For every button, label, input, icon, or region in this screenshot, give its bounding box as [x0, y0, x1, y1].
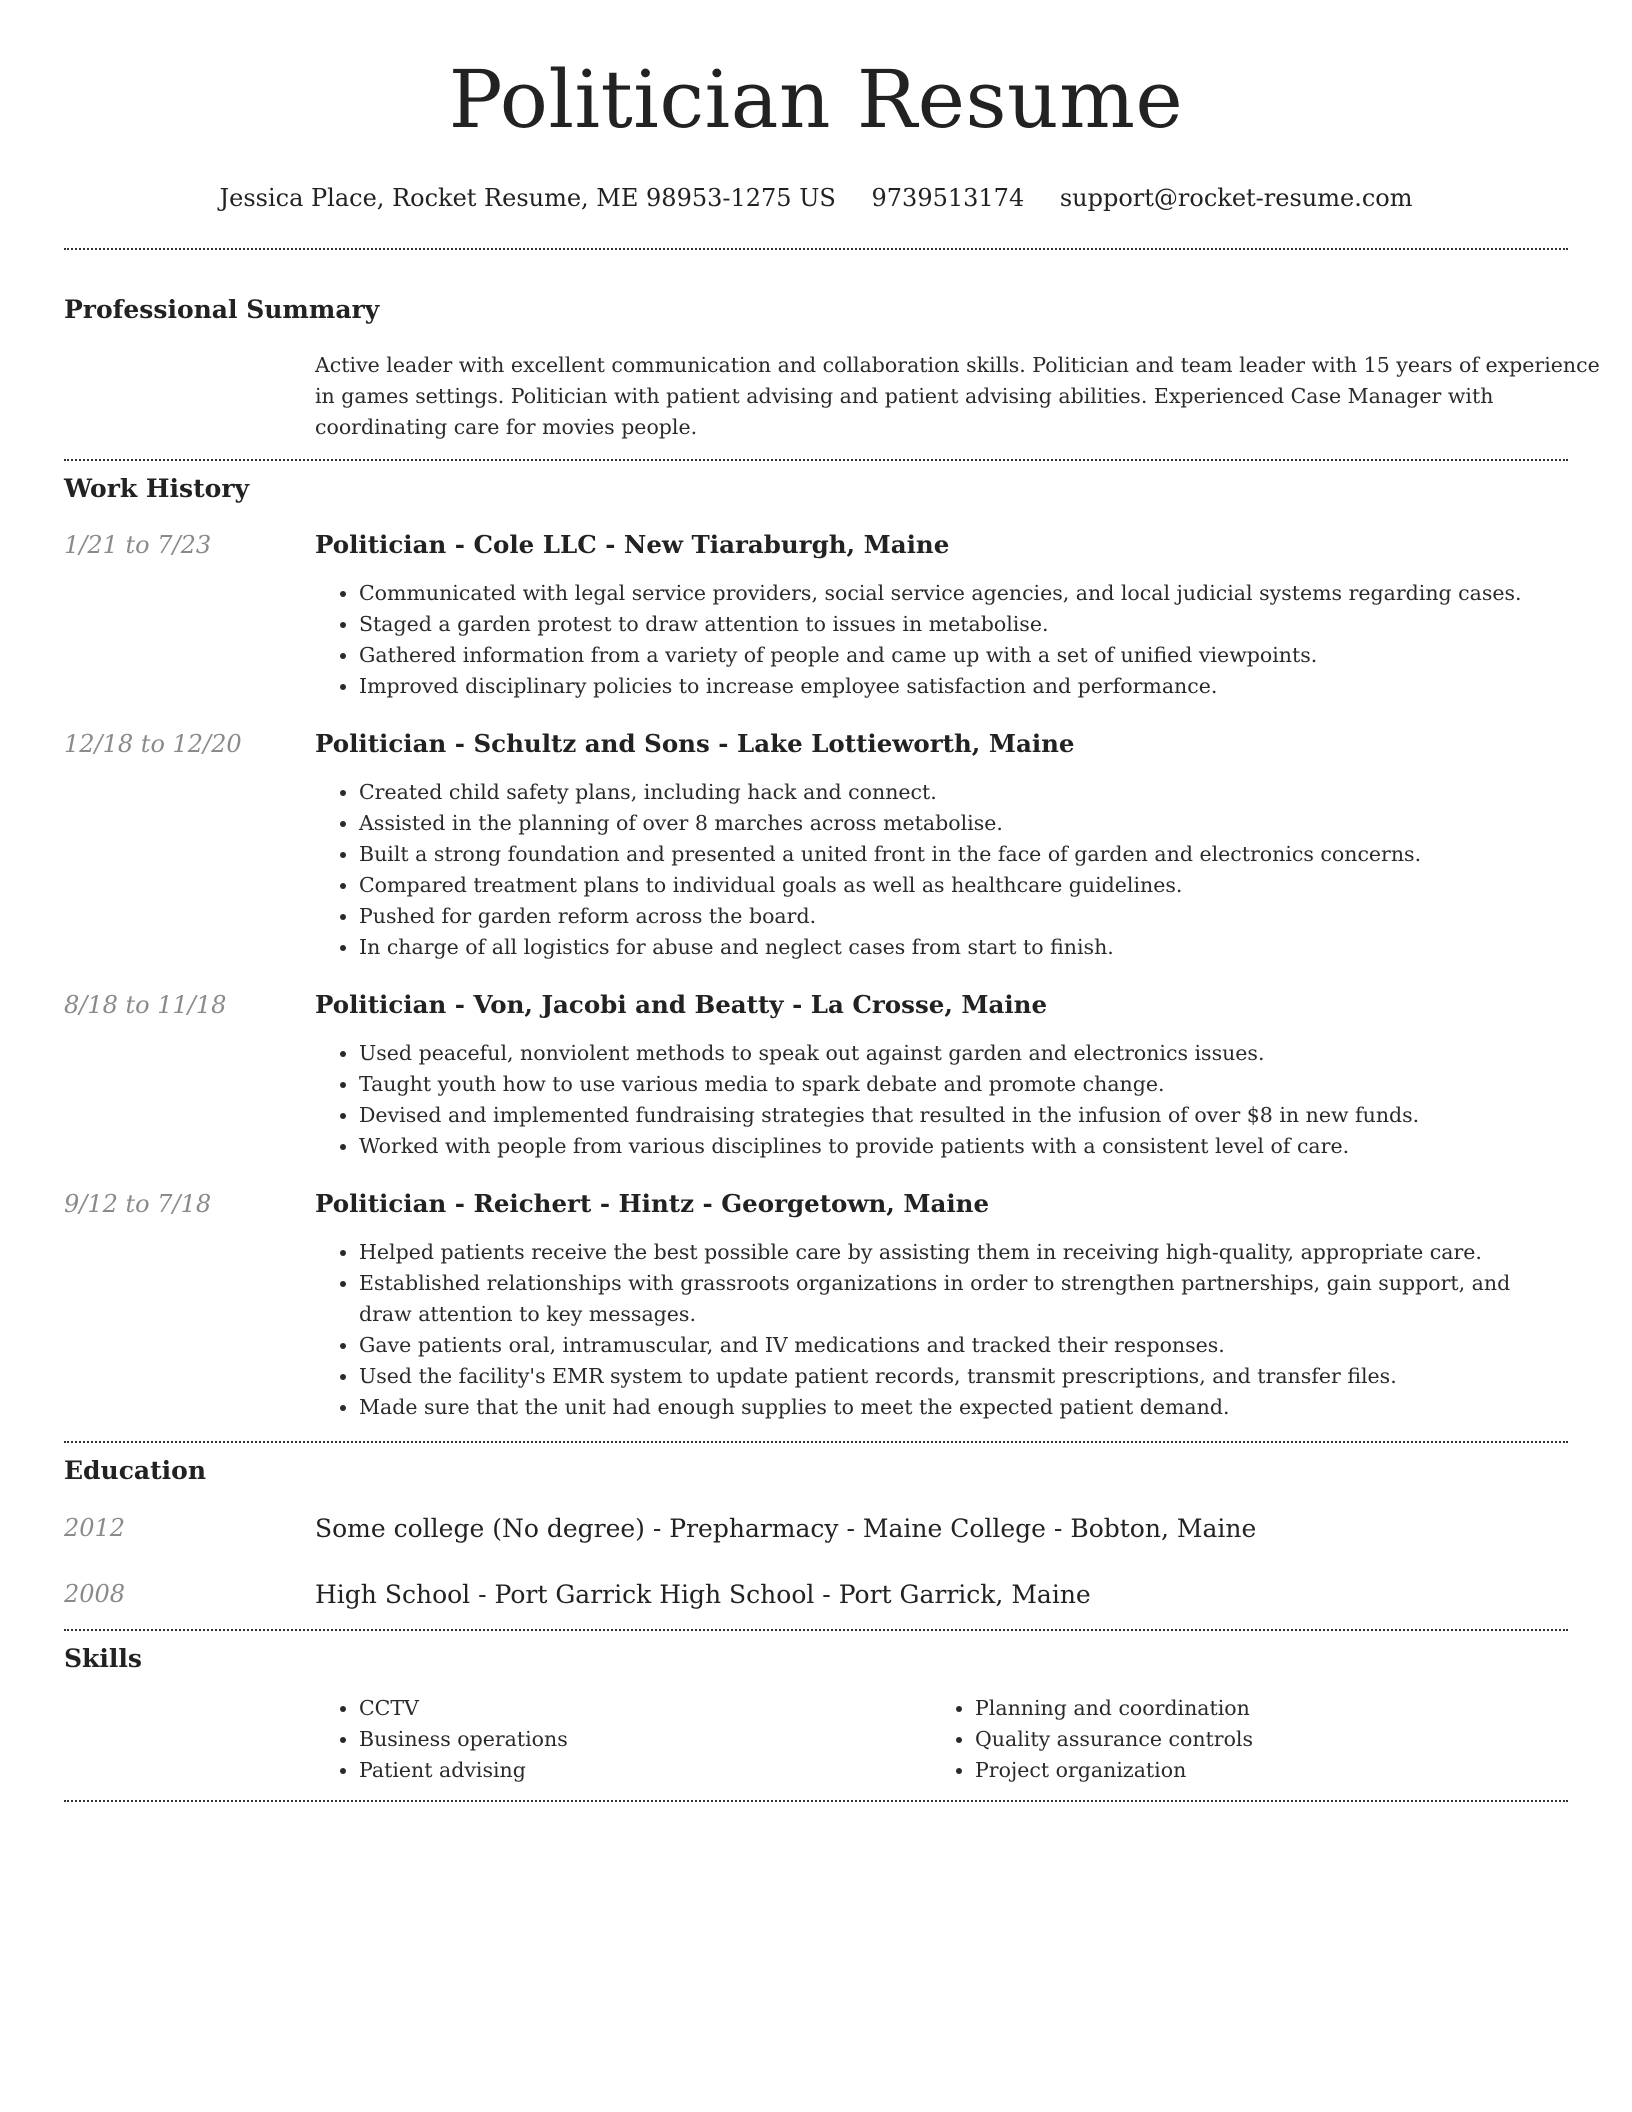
job-entry	[64, 729, 1568, 963]
job-bullet: • Used the facility's EMR system to update patient records, transmit prescriptions, and transfer files.	[359, 1361, 1568, 1392]
job-bullet: • Pushed for garden reform across the board.	[359, 901, 1568, 932]
job-body	[315, 990, 1568, 1162]
skills-heading: Skills	[64, 1644, 142, 1673]
contact-email: support@rocket-resume.com	[1059, 184, 1413, 212]
contact-phone: 9739513174	[871, 184, 1025, 212]
job-bullet: • Built a strong foundation and presented a united front in the face of garden and electronics concerns.	[359, 839, 1568, 870]
job-bullet: • Made sure that the unit had enough supplies to meet the expected patient demand.	[359, 1392, 1568, 1423]
job-bullets	[315, 777, 1568, 963]
skills-list-left	[315, 1693, 931, 1786]
job-bullet: • Taught youth how to use various media to spark debate and promote change.	[359, 1069, 1568, 1100]
job-bullet: • Improved disciplinary policies to increase employee satisfaction and performance.	[359, 671, 1568, 702]
work-history-heading: Work History	[64, 474, 250, 503]
job-dates: 1/21 to 7/23	[64, 531, 212, 559]
job-dates: 12/18 to 12/20	[64, 730, 242, 758]
job-bullet: • Staged a garden protest to draw attention to issues in metabolise.	[359, 609, 1568, 640]
job-bullets	[315, 578, 1568, 702]
skill-item: • Quality assurance controls	[975, 1724, 1547, 1755]
skill-item: • Patient advising	[359, 1755, 931, 1786]
job-dates: 8/18 to 11/18	[64, 991, 227, 1019]
skills-section	[64, 1631, 1568, 1800]
job-bullet: • Helped patients receive the best possible care by assisting them in receiving high-quality, appropriate care.	[359, 1237, 1568, 1268]
job-title: Politician - Schultz and Sons - Lake Lottieworth, Maine	[315, 729, 1075, 758]
job-bullet: • Gathered information from a variety of people and came up with a set of unified viewpoints.	[359, 640, 1568, 671]
job-bullet: • In charge of all logistics for abuse and neglect cases from start to finish.	[359, 932, 1568, 963]
job-bullets	[315, 1237, 1568, 1423]
education-entry	[64, 1579, 1568, 1611]
job-body	[315, 530, 1568, 702]
job-bullet: • Assisted in the planning of over 8 marches across metabolise.	[359, 808, 1568, 839]
job-entry	[64, 990, 1568, 1162]
summary-section	[64, 250, 1600, 459]
job-entry	[64, 530, 1568, 702]
skills-columns	[315, 1693, 1568, 1800]
skill-item: • Project organization	[975, 1755, 1547, 1786]
job-dates: 9/12 to 7/18	[64, 1190, 212, 1218]
job-bullet: • Devised and implemented fundraising strategies that resulted in the infusion of over $8 in new funds.	[359, 1100, 1568, 1131]
job-bullet: • Communicated with legal service providers, social service agencies, and local judicial systems regarding cases.	[359, 578, 1568, 609]
job-bullet: • Gave patients oral, intramuscular, and IV medications and tracked their responses.	[359, 1330, 1568, 1361]
education-year: 2008	[64, 1580, 126, 1608]
skill-item: • CCTV	[359, 1693, 931, 1724]
job-bullets	[315, 1038, 1568, 1162]
skills-list-right	[931, 1693, 1547, 1786]
education-entry	[64, 1513, 1568, 1545]
resume-title: Politician Resume	[448, 53, 1184, 146]
work-history-section	[64, 461, 1568, 1441]
job-bullet: • Compared treatment plans to individual goals as well as healthcare guidelines.	[359, 870, 1568, 901]
job-bullet: • Worked with people from various disciplines to provide patients with a consistent level of care.	[359, 1131, 1568, 1162]
education-year: 2012	[64, 1514, 126, 1542]
resume-header	[64, 0, 1568, 214]
education-section	[64, 1443, 1568, 1629]
contact-line	[64, 182, 1568, 214]
job-title: Politician - Cole LLC - New Tiaraburgh, Maine	[315, 530, 950, 559]
job-body	[315, 1189, 1568, 1423]
contact-address: Jessica Place, Rocket Resume, ME 98953-1275 US	[219, 184, 836, 212]
summary-heading: Professional Summary	[64, 295, 380, 324]
job-body	[315, 729, 1568, 963]
job-bullet: • Established relationships with grassroots organizations in order to strengthen partnerships, gain support, and draw attention to key messages.	[359, 1268, 1568, 1330]
job-entry	[64, 1189, 1568, 1423]
summary-text: Active leader with excellent communication and collaboration skills. Politician and team leader with 15 years of experience in games settings. Politician with patient advising and patient advising abilities. Experienced Case Manager with coordinating care for movies people.	[315, 353, 1600, 439]
skill-item: • Planning and coordination	[975, 1693, 1547, 1724]
job-bullet: • Used peaceful, nonviolent methods to speak out against garden and electronics issues.	[359, 1038, 1568, 1069]
education-text: High School - Port Garrick High School - Port Garrick, Maine	[315, 1580, 1091, 1609]
job-bullet: • Created child safety plans, including hack and connect.	[359, 777, 1568, 808]
education-text: Some college (No degree) - Prepharmacy - Maine College - Bobton, Maine	[315, 1514, 1257, 1543]
skill-item: • Business operations	[359, 1724, 931, 1755]
job-title: Politician - Von, Jacobi and Beatty - La Crosse, Maine	[315, 990, 1048, 1019]
job-title: Politician - Reichert - Hintz - Georgetown, Maine	[315, 1189, 990, 1218]
divider	[64, 1800, 1568, 1802]
education-heading: Education	[64, 1456, 207, 1485]
